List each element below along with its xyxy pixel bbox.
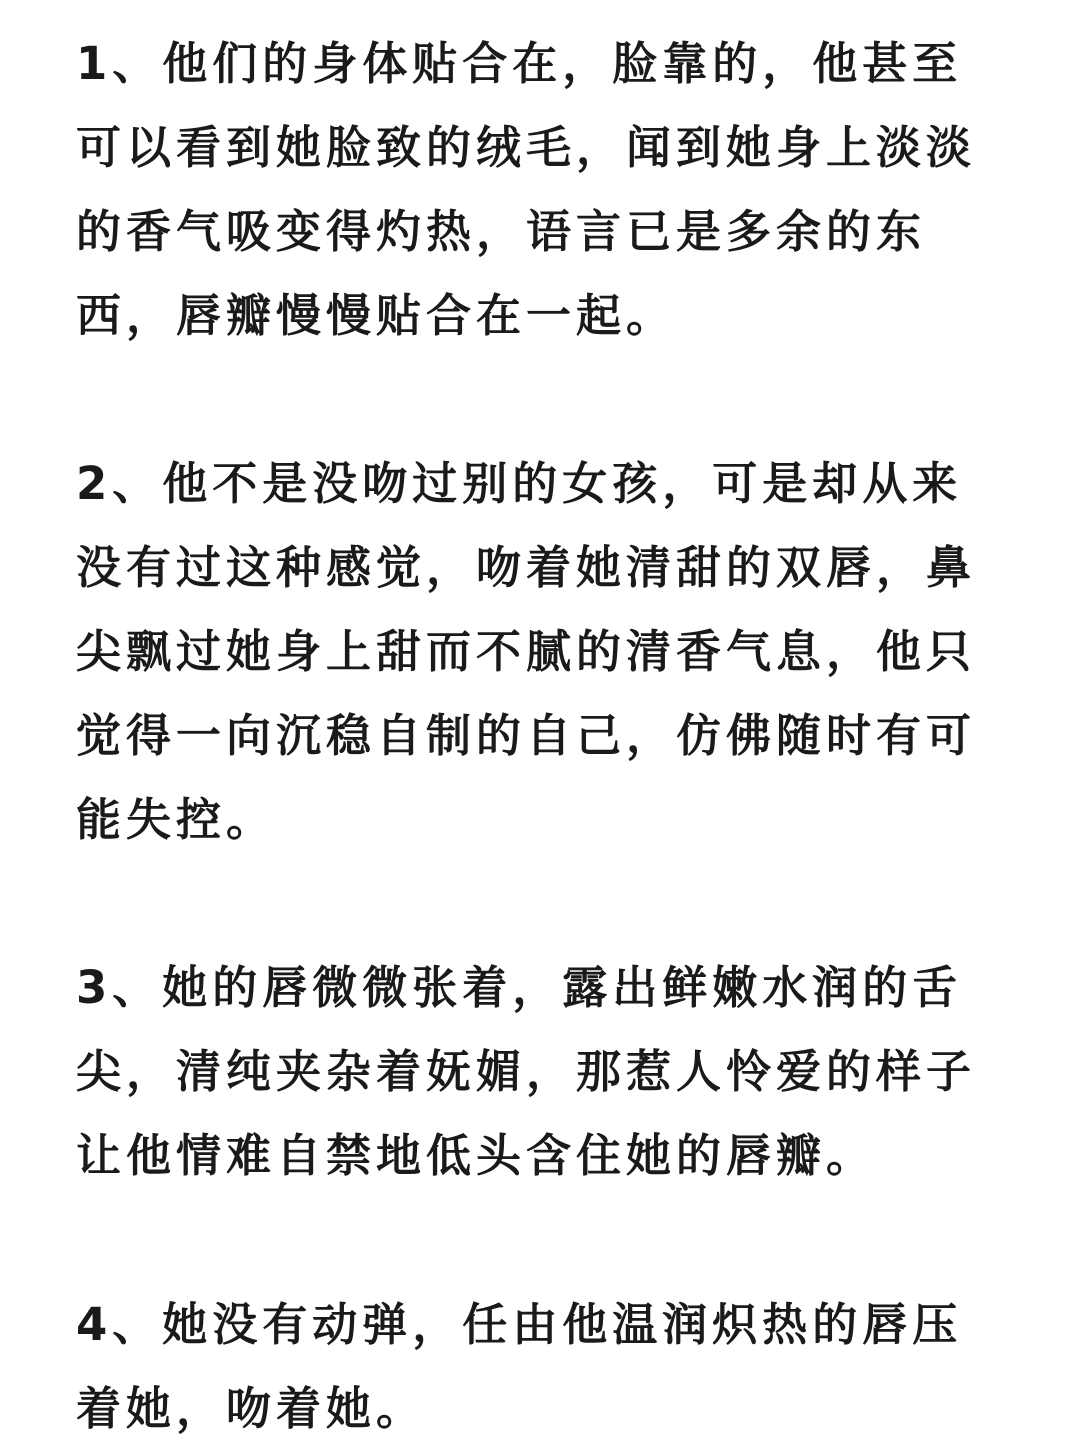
paragraph-line: 1、他们的身体贴合在，脸靠的，他甚至	[76, 37, 963, 90]
paragraph-line: 3、她的唇微微张着，露出鲜嫩水润的舌	[76, 961, 963, 1014]
paragraph-line: 能失控。	[76, 793, 277, 846]
paragraph-line: 没有过这种感觉，吻着她清甜的双唇，鼻	[76, 541, 977, 594]
paragraph-line: 觉得一向沉稳自制的自己，仿佛随时有可	[76, 709, 977, 762]
paragraph-line: 2、他不是没吻过别的女孩，可是却从来	[76, 457, 963, 510]
paragraph-line: 着她，吻着她。	[76, 1382, 427, 1435]
paragraph-line: 可以看到她脸致的绒毛，闻到她身上淡淡	[76, 121, 977, 174]
paragraph-4	[76, 1283, 1016, 1451]
paragraph-line: 尖飘过她身上甜而不腻的清香气息，他只	[76, 625, 977, 678]
paragraph-1	[76, 22, 1016, 358]
paragraph-3	[76, 946, 1016, 1198]
paragraph-line: 西，唇瓣慢慢贴合在一起。	[76, 289, 677, 342]
paragraph-line: 4、她没有动弹，任由他温润炽热的唇压	[76, 1298, 963, 1351]
paragraph-2	[76, 442, 1016, 862]
paragraph-line: 让他情难自禁地低头含住她的唇瓣。	[76, 1129, 877, 1182]
paragraph-line: 的香气吸变得灼热，语言已是多余的东	[76, 205, 927, 258]
paragraph-line: 尖，清纯夹杂着妩媚，那惹人怜爱的样子	[76, 1045, 977, 1098]
